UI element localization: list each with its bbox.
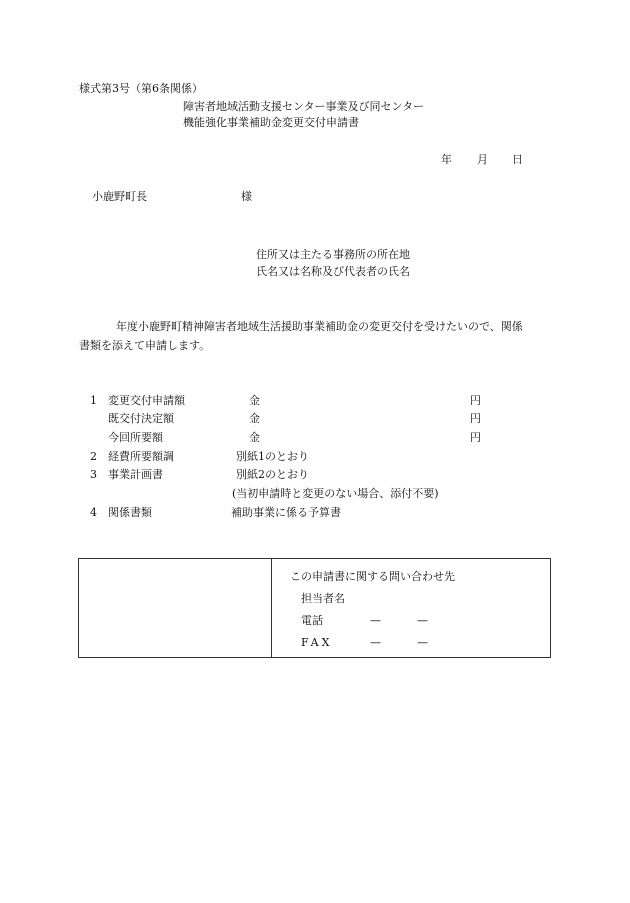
item4-label: 関係書類	[108, 506, 152, 519]
item1-number: 1	[90, 394, 97, 407]
contact-phone-label: 電話	[301, 614, 323, 627]
item1-sub2-currency: 金	[249, 431, 260, 444]
contact-box-divider	[271, 559, 272, 657]
contact-phone-dash2: —	[417, 614, 428, 627]
contact-phone-dash1: —	[370, 614, 381, 627]
form-number: 様式第3号（第6条関係）	[79, 82, 203, 95]
date-day: 日	[512, 153, 523, 166]
item1-currency: 金	[249, 394, 260, 407]
form-title-line1: 障害者地域活動支援センター事業及び同センター	[183, 100, 425, 113]
item3-note: (当初申請時と変更のない場合、添付不要)	[232, 487, 439, 500]
item1-unit: 円	[470, 394, 481, 407]
contact-fax-label: FAX	[301, 636, 333, 649]
contact-heading: この申請書に関する問い合わせ先	[290, 570, 455, 583]
addressee-name: 小鹿野町長	[92, 190, 147, 203]
form-title-line2: 機能強化事業補助金変更交付申請書	[183, 116, 359, 129]
item1-sub2-unit: 円	[470, 431, 481, 444]
item1-sub2-label: 今回所要額	[108, 431, 163, 444]
item1-sub1-unit: 円	[470, 412, 481, 425]
item3-label: 事業計画書	[108, 468, 163, 481]
item4-value: 補助事業に係る予算書	[231, 506, 341, 519]
item2-label: 経費所要額調	[108, 450, 174, 463]
date-year: 年	[441, 153, 452, 166]
contact-fax-dash1: —	[370, 636, 381, 649]
item3-value: 別紙2のとおり	[236, 468, 309, 481]
contact-fax-dash2: —	[417, 636, 428, 649]
item1-sub1-label: 既交付決定額	[108, 412, 174, 425]
contact-person-label: 担当者名	[301, 592, 345, 605]
item1-sub1-currency: 金	[249, 412, 260, 425]
item3-number: 3	[90, 468, 97, 481]
applicant-name-label: 氏名又は名称及び代表者の氏名	[256, 265, 410, 278]
body-text-line1: 年度小鹿野町精神障害者地域生活援助事業補助金の変更交付を受けたいので、関係	[116, 320, 523, 333]
contact-box	[78, 558, 551, 658]
addressee-honorific: 様	[241, 190, 252, 203]
date-month: 月	[477, 153, 488, 166]
applicant-address-label: 住所又は主たる事務所の所在地	[256, 248, 410, 261]
body-text-line2: 書類を添えて申請します。	[79, 339, 211, 352]
item1-label: 変更交付申請額	[108, 394, 185, 407]
item4-number: 4	[90, 506, 97, 519]
item2-number: 2	[90, 450, 97, 463]
item2-value: 別紙1のとおり	[236, 450, 309, 463]
